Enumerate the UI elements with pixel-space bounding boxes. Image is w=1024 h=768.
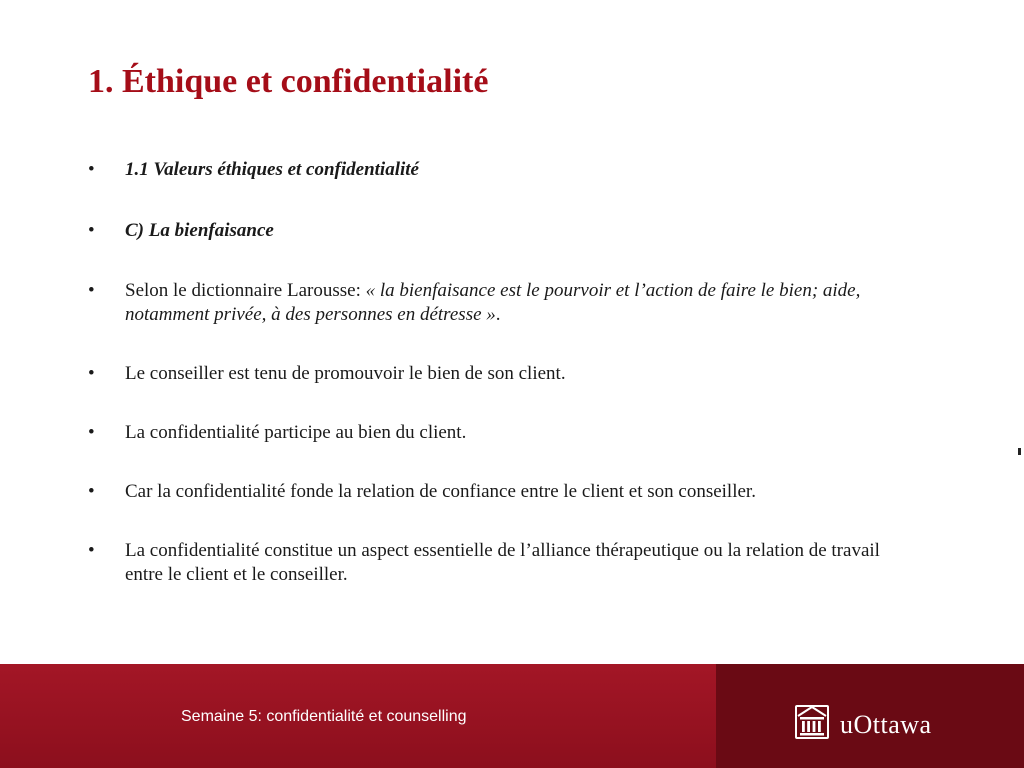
bullet-item — [88, 539, 918, 587]
bullet-item — [88, 219, 918, 243]
bullet-marker: • — [88, 540, 95, 561]
bullet-text: C) La bienfaisance — [125, 220, 274, 241]
bullet-marker: • — [88, 422, 95, 443]
bullet-text: Le conseiller est tenu de promouvoir le bien de son client. — [125, 363, 566, 384]
bullet-item — [88, 279, 918, 327]
bullet-text: 1.1 Valeurs éthiques et confidentialité — [125, 159, 419, 180]
slide-title: 1. Éthique et confidentialité — [88, 63, 489, 100]
bullet-text: La confidentialité participe au bien du client. — [125, 422, 467, 443]
bullet-marker: • — [88, 280, 95, 301]
bullet-text: Car la confidentialité fonde la relation de confiance entre le client et son conseiller. — [125, 481, 756, 502]
uottawa-building-icon — [793, 703, 831, 741]
bullet-marker: • — [88, 220, 95, 241]
uottawa-wordmark: uOttawa — [840, 710, 932, 739]
bullet-text: La confidentialité constitue un aspect essentielle de l’alliance thérapeutique ou la relation de travail entre le client et le conseiller. — [125, 540, 880, 585]
bullet-list — [88, 158, 918, 622]
bullet-item — [88, 421, 918, 445]
larousse-quote: « la bienfaisance est le pourvoir et l’action de faire le bien; aide, notamment privée, à des personnes en détresse » — [125, 280, 861, 325]
bullet-item — [88, 158, 918, 182]
bullet-text: Selon le dictionnaire Larousse: — [125, 280, 366, 301]
edge-mark — [1018, 448, 1021, 455]
bullet-marker: • — [88, 159, 95, 180]
bullet-item — [88, 480, 918, 504]
footer-caption: Semaine 5: confidentialité et counselling — [181, 708, 467, 725]
bullet-marker: • — [88, 481, 95, 502]
bullet-text-tail: . — [495, 304, 501, 325]
bullet-item — [88, 362, 918, 386]
bullet-marker: • — [88, 363, 95, 384]
